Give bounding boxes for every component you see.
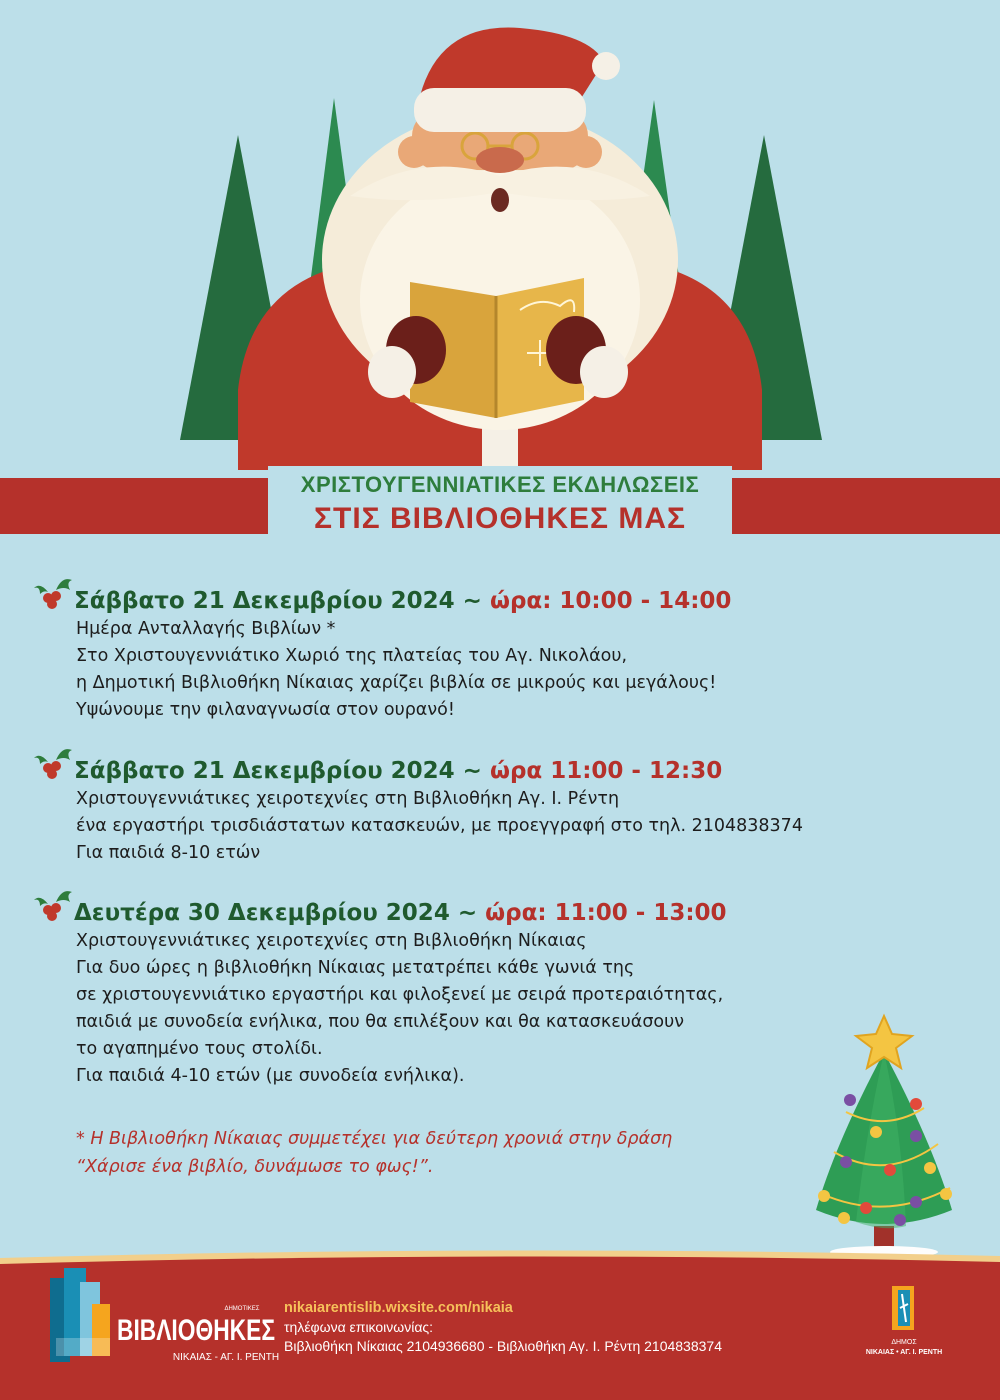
event-1-description <box>46 616 976 724</box>
event-2-heading <box>46 756 976 786</box>
event-2-description <box>46 786 976 867</box>
event-1 <box>46 586 976 724</box>
banner-title-line2: ΣΤΙΣ ΒΙΒΛΙΟΘΗΚΕΣ ΜΑΣ <box>313 502 687 535</box>
footnote-line2: “Χάρισε ένα βιβλίο, δυνάμωσε το φως!”. <box>76 1157 434 1177</box>
municipality-logo-line2: ΝΙΚΑΙΑΣ • ΑΓ. Ι. ΡΕΝΤΗ <box>865 1349 943 1356</box>
library-logo-small: ΔΗΜΟΤΙΚΕΣ <box>224 1306 260 1312</box>
event-3-line: Για δυο ώρες η βιβλιοθήκη Νίκαιας μετατρέπει κάθε γωνιά της <box>76 958 635 978</box>
event-3-time: ώρα: 11:00 - 13:00 <box>485 900 727 926</box>
banner-title-line1: ΧΡΙΣΤΟΥΓΕΝΝΙΑΤΙΚΕΣ ΕΚΔΗΛΩΣΕΙΣ <box>300 472 700 497</box>
event-1-heading <box>46 586 976 616</box>
event-3-line: παιδιά με συνοδεία ενήλικα, που θα επιλέξουν και θα κατασκευάσουν <box>76 1012 685 1032</box>
event-2-line: Χριστουγεννιάτικες χειροτεχνίες στη Βιβλιοθήκη Αγ. Ι. Ρέντη <box>76 789 620 809</box>
event-1-line: Στο Χριστουγεννιάτικο Χωριό της πλατείας του Αγ. Νικολάου, <box>76 646 628 666</box>
municipality-logo-line1: ΔΗΜΟΣ <box>891 1339 917 1346</box>
library-logo <box>46 1264 286 1384</box>
event-2-line: ένα εργαστήρι τρισδιάστατων κατασκευών, με προεγγραφή στο τηλ. 2104838374 <box>76 816 803 836</box>
event-1-line: Υψώνουμε την φιλαναγνωσία στον ουρανό! <box>76 700 455 720</box>
library-logo-sub: ΝΙΚΑΙΑΣ - ΑΓ. Ι. ΡΕΝΤΗ <box>172 1352 280 1363</box>
event-2 <box>46 756 976 867</box>
event-2-date: Σάββατο 21 Δεκεμβρίου 2024 ~ <box>74 758 490 784</box>
event-3-line: Για παιδιά 4-10 ετών (με συνοδεία ενήλικα). <box>76 1066 465 1086</box>
event-3-line: Χριστουγεννιάτικες χειροτεχνίες στη Βιβλιοθήκη Νίκαιας <box>76 931 587 951</box>
santa-reading-illustration <box>0 0 1000 470</box>
event-2-line: Για παιδιά 8-10 ετών <box>76 843 261 863</box>
website-link[interactable]: nikaiarentislib.wixsite.com/nikaia <box>284 1300 513 1316</box>
event-1-line: Ημέρα Ανταλλαγής Βιβλίων * <box>76 619 336 639</box>
event-1-line: η Δημοτική Βιβλιοθήκη Νίκαιας χαρίζει βιβλία σε μικρούς και μεγάλους! <box>76 673 717 693</box>
event-2-time: ώρα 11:00 - 12:30 <box>489 758 723 784</box>
event-3-date: Δευτέρα 30 Δεκεμβρίου 2024 ~ <box>74 900 486 926</box>
event-1-time: ώρα: 10:00 - 14:00 <box>489 588 732 614</box>
municipality-logo <box>850 1282 960 1362</box>
santa-hat-brim <box>414 88 586 132</box>
event-1-date: Σάββατο 21 Δεκεμβρίου 2024 ~ <box>74 588 490 614</box>
santa-hat-pompom <box>592 52 620 80</box>
footnote <box>76 1125 672 1181</box>
christmas-tree-icon <box>806 1012 962 1262</box>
library-logo-name: ΒΙΒΛΙΟΘΗΚΕΣ <box>117 1314 275 1347</box>
event-3-line: σε χριστουγεννιάτικο εργαστήρι και φιλοξενεί με σειρά προτεραιότητας, <box>76 985 724 1005</box>
event-3-heading <box>46 898 976 928</box>
event-3-line: το αγαπημένο τους στολίδι. <box>76 1039 323 1059</box>
footer-contact <box>284 1299 722 1356</box>
footnote-line1: * Η Βιβλιοθήκη Νίκαιας συμμετέχει για δεύτερη χρονιά στην δράση <box>76 1129 673 1149</box>
santa-nose <box>476 147 524 173</box>
contact-label: τηλέφωνα επικοινωνίας: <box>284 1319 434 1335</box>
contact-phones: Βιβλιοθήκη Νίκαιας 2104936680 - Βιβλιοθήκη Αγ. Ι. Ρέντη 2104838374 <box>284 1338 722 1354</box>
